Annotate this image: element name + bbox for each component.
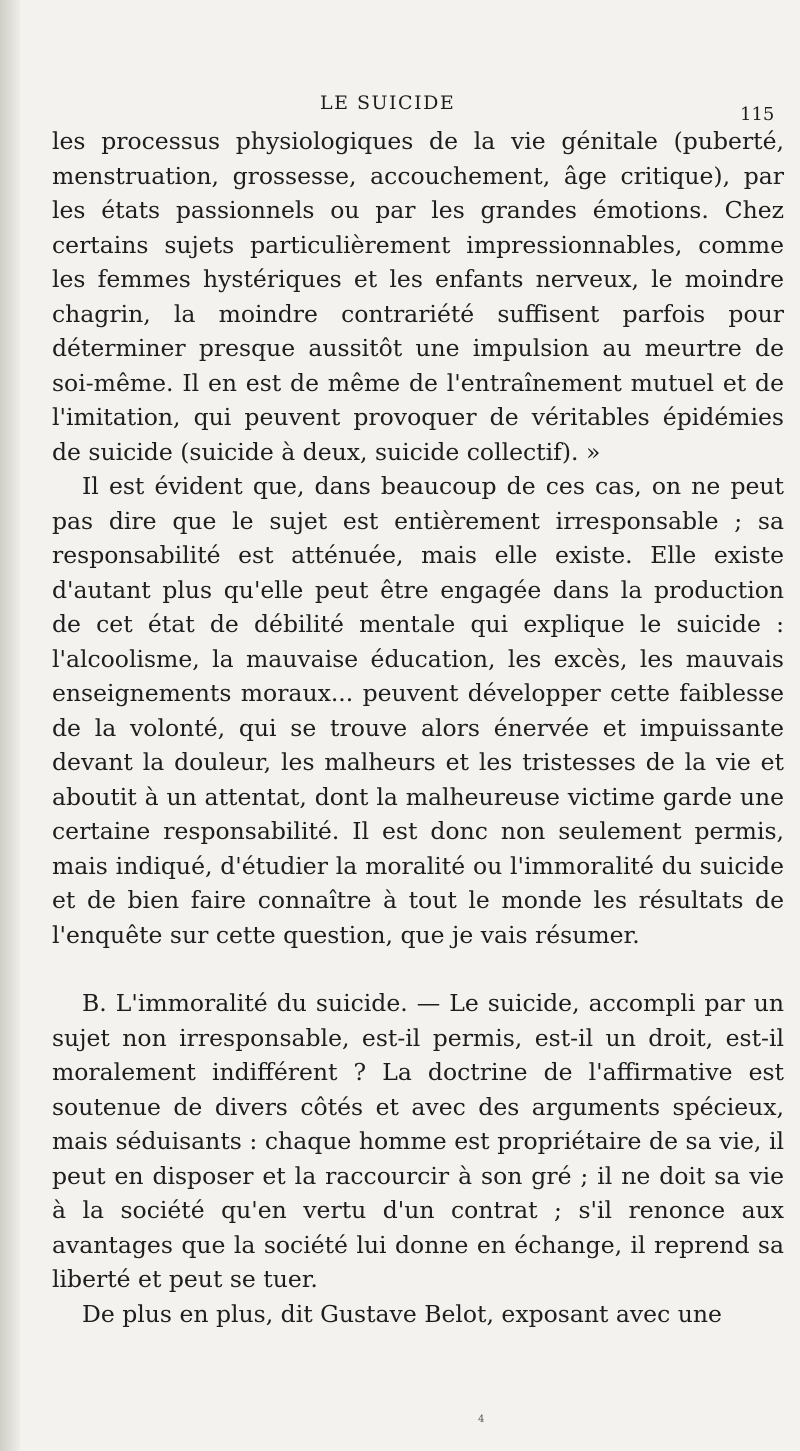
paragraph-responsibility: Il est évident que, dans beaucoup de ces cas, on ne peut pas dire que le sujet est entièrement irresponsable ; sa responsabilité est atténuée, mais elle existe. Elle existe d'autant plus qu'elle peut être engagée dans la production de cet état de débilité mentale qui explique le suicide : l'alcoolisme, la mauvaise éducation, les excès, les mauvais enseignements moraux... peuvent développer cette faiblesse de la volonté, qui se trouve alors énervée et impuissante devant la douleur, les malheurs et les tristesses de la vie et aboutit à un attentat, dont la malheureuse victime garde une certaine responsabilité. Il est donc non seulement permis, mais indiqué, d'étudier la moralité ou l'immoralité du suicide et de bien faire connaître à tout le monde les résultats de l'enquête sur cette question, que je vais résumer.	[52, 472, 784, 949]
page-gutter-shadow	[0, 0, 20, 1451]
signature-mark: 4	[478, 1414, 485, 1425]
body-text	[52, 124, 784, 1331]
page-number: 115	[740, 104, 775, 125]
running-title: LE SUICIDE	[320, 92, 456, 114]
paragraph-belot: De plus en plus, dit Gustave Belot, exposant avec une	[82, 1299, 722, 1328]
section-immorality	[52, 986, 784, 1297]
paragraph-continued: les processus physiologiques de la vie génitale (puberté, menstruation, grossesse, accouchement, âge critique), par les états passionnels ou par les grandes émotions. Chez certains sujets particulièrement impressionnables, comme les femmes hystériques et les enfants nerveux, le moindre chagrin, la moindre contrariété suffisent parfois pour déterminer presque aussitôt une impulsion au meurtre de soi-même. Il en est de même de l'entraînement mutuel et de l'imitation, qui peuvent provoquer de véritables épidémies de suicide (suicide à deux, suicide collectif). »	[52, 127, 784, 466]
section-text: — Le suicide, accompli par un sujet non irresponsable, est-il permis, est-il un droit, est-il moralement indifférent ? La doctrine de l'affirmative est soutenue de divers côtés et avec des arguments spécieux, mais séduisants : chaque homme est propriétaire de sa vie, il peut en disposer et la raccourcir à son gré ; il ne doit sa vie à la société qu'en vertu d'un contrat ; s'il renonce aux avantages que la société lui donne en échange, il reprend sa liberté et peut se tuer.	[52, 989, 785, 1293]
running-head	[0, 92, 800, 125]
section-heading: B. L'immoralité du suicide.	[82, 989, 408, 1017]
